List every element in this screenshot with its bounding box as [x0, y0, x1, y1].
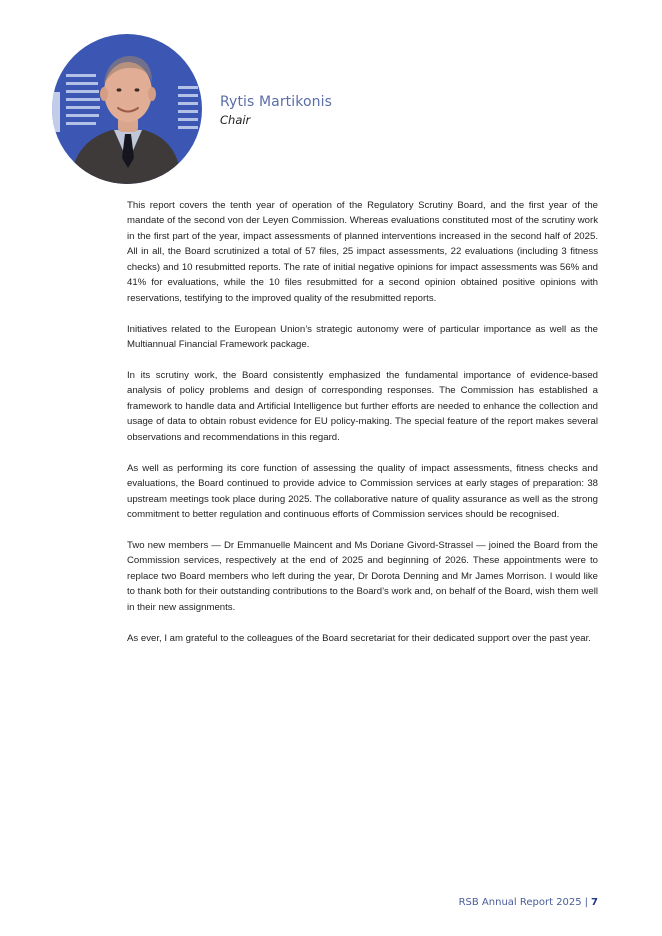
- paragraph: In its scrutiny work, the Board consistently emphasized the fundamental importance of evidence-based analysis of policy problems and design of corresponding responses. The Commission has established a framework to handle data and Artificial Intelligence but further efforts are needed to enhance the collection and usage of data to obtain robust evidence for EU policy-making. The special feature of the report makes several observations and recommendations in this regard.: [127, 369, 598, 443]
- paragraph: Two new members — Dr Emmanuelle Maincent and Ms Doriane Givord-Strassel — joined the Board from the Commission services, respectively at the end of 2025 and beginning of 2026. These appointments were to replace two Board members who left during the year, Dr Dorota Denning and Mr James Morrison. I would like to thank both for their outstanding contributions to the Board’s work and, on behalf of the Board, wish them well in their new assignments.: [127, 539, 598, 613]
- page-footer: [459, 897, 598, 908]
- footer-separator: |: [584, 897, 589, 908]
- author-role: Chair: [220, 113, 251, 127]
- foreword-text: [127, 198, 598, 662]
- author-block: [220, 94, 332, 128]
- author-name: Rytis Martikonis: [220, 94, 332, 110]
- paragraph: As well as performing its core function of assessing the quality of impact assessments, fitness checks and evaluations, the Board continued to provide advice to Commission services at early stages of preparation: 38 upstream meetings took place during 2025. The collaborative nature of quality assurance as well as the strong commitment to better regulation and continuous efforts of Commission services should be recognised.: [127, 462, 598, 521]
- page-number: 7: [591, 897, 598, 908]
- portrait-photo: [52, 34, 202, 184]
- author-portrait: [52, 34, 202, 184]
- paragraph: Initiatives related to the European Union’s strategic autonomy were of particular importance as well as the Multiannual Financial Framework package.: [127, 323, 598, 351]
- paragraph: As ever, I am grateful to the colleagues of the Board secretariat for their dedicated support over the past year.: [127, 632, 591, 644]
- footer-report-title: RSB Annual Report 2025: [458, 897, 582, 908]
- paragraph: This report covers the tenth year of operation of the Regulatory Scrutiny Board, and the first year of the mandate of the second von der Leyen Commission. Whereas evaluations constituted most of the scrutiny work in the first part of the year, impact assessments of planned interventions increased in the second half of 2025. All in all, the Board scrutinized a total of 57 files, 25 impact assessments, 22 evaluations (including 3 fitness checks) and 10 resubmitted reports. The rate of initial negative opinions for impact assessments was 56% and 41% for evaluations, while the 10 files resubmitted for a second opinion obtained positive opinions with reservations, testifying to the improved quality of the resubmitted reports.: [127, 200, 598, 304]
